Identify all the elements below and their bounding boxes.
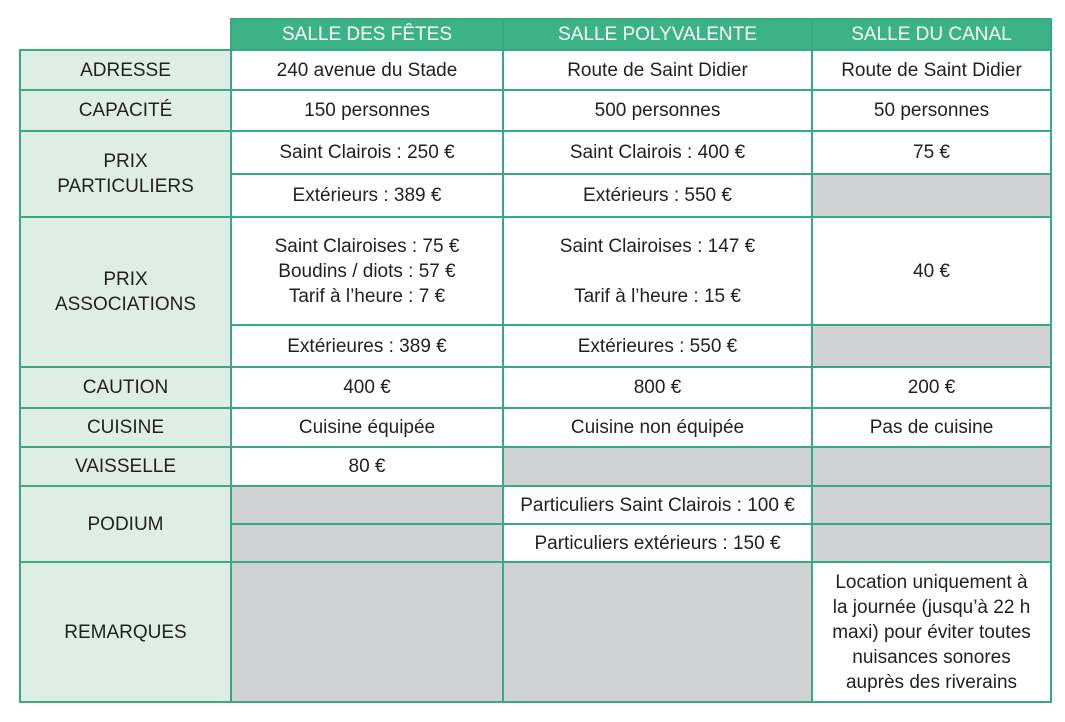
cell-cuisine-canal: Pas de cuisine	[812, 408, 1051, 447]
cell-prix-associations-polyvalente	[503, 217, 812, 325]
cell-remarques-canal	[812, 562, 1051, 702]
cell-adresse-polyvalente: Route de Saint Didier	[503, 50, 812, 90]
row-label-vaisselle: VAISSELLE	[20, 447, 231, 486]
cell-vaisselle-fetes: 80 €	[231, 447, 503, 486]
empty-cell	[231, 562, 503, 702]
price-line: Saint Clairoises : 75 €	[274, 235, 460, 257]
cell-caution-canal: 200 €	[812, 367, 1051, 408]
header-salle-du-canal: SALLE DU CANAL	[812, 19, 1051, 50]
cell-podium-polyvalente-2: Particuliers extérieurs : 150 €	[503, 524, 812, 562]
cell-prix-particuliers-fetes: Saint Clairois : 250 €	[231, 131, 503, 174]
row-label-prix-associations	[20, 217, 231, 367]
cell-caution-polyvalente: 800 €	[503, 367, 812, 408]
header-salle-des-fetes: SALLE DES FÊTES	[231, 19, 503, 50]
cell-prix-associations-canal: 40 €	[812, 217, 1051, 325]
label-line: PARTICULIERS	[57, 176, 194, 197]
row-capacite	[20, 90, 1051, 131]
empty-cell	[231, 524, 503, 562]
empty-cell	[503, 562, 812, 702]
price-line: Boudins / diots : 57 €	[278, 260, 456, 282]
header-row	[20, 19, 1051, 50]
cell-capacite-canal: 50 personnes	[812, 90, 1051, 131]
empty-cell	[812, 174, 1051, 217]
row-label-caution: CAUTION	[20, 367, 231, 408]
cell-prix-particuliers-ext-fetes: Extérieurs : 389 €	[231, 174, 503, 217]
empty-cell	[812, 325, 1051, 367]
rental-pricing-table	[19, 18, 1052, 703]
row-vaisselle	[20, 447, 1051, 486]
cell-prix-particuliers-canal: 75 €	[812, 131, 1051, 174]
empty-cell	[503, 447, 812, 486]
row-podium-1	[20, 486, 1051, 524]
cell-caution-fetes: 400 €	[231, 367, 503, 408]
row-label-capacite: CAPACITÉ	[20, 90, 231, 131]
empty-cell	[812, 447, 1051, 486]
cell-cuisine-polyvalente: Cuisine non équipée	[503, 408, 812, 447]
cell-prix-associations-ext-polyvalente: Extérieures : 550 €	[503, 325, 812, 367]
remark-line: auprès des riverains	[845, 671, 1018, 693]
label-line: PRIX	[103, 151, 148, 172]
cell-prix-particuliers-ext-polyvalente: Extérieurs : 550 €	[503, 174, 812, 217]
remark-line: Location uniquement à	[835, 571, 1028, 593]
label-line: PRIX	[103, 269, 148, 290]
remark-line: nuisances sonores	[852, 646, 1011, 668]
cell-capacite-polyvalente: 500 personnes	[503, 90, 812, 131]
row-remarques	[20, 562, 1051, 702]
cell-capacite-fetes: 150 personnes	[231, 90, 503, 131]
empty-cell	[231, 486, 503, 524]
label-line: ASSOCIATIONS	[54, 294, 197, 315]
header-salle-polyvalente: SALLE POLYVALENTE	[503, 19, 812, 50]
cell-adresse-fetes: 240 avenue du Stade	[231, 50, 503, 90]
row-prix-associations-1	[20, 217, 1051, 325]
cell-podium-polyvalente-1: Particuliers Saint Clairois : 100 €	[503, 486, 812, 524]
corner-cell	[20, 19, 231, 50]
row-label-adresse: ADRESSE	[20, 50, 231, 90]
price-line: Saint Clairoises : 147 €	[559, 235, 756, 257]
empty-cell	[812, 486, 1051, 524]
price-line: Tarif à l’heure : 15 €	[574, 285, 741, 307]
cell-prix-associations-ext-fetes: Extérieures : 389 €	[231, 325, 503, 367]
row-label-prix-particuliers	[20, 131, 231, 217]
spacer-line	[504, 259, 811, 284]
cell-prix-associations-fetes	[231, 217, 503, 325]
row-prix-particuliers-1	[20, 131, 1051, 174]
cell-cuisine-fetes: Cuisine équipée	[231, 408, 503, 447]
row-label-remarques: REMARQUES	[20, 562, 231, 702]
row-caution	[20, 367, 1051, 408]
row-cuisine	[20, 408, 1051, 447]
row-label-podium: PODIUM	[20, 486, 231, 562]
cell-adresse-canal: Route de Saint Didier	[812, 50, 1051, 90]
cell-prix-particuliers-polyvalente: Saint Clairois : 400 €	[503, 131, 812, 174]
row-label-cuisine: CUISINE	[20, 408, 231, 447]
remark-line: maxi) pour éviter toutes	[832, 621, 1031, 643]
price-line: Tarif à l’heure : 7 €	[288, 285, 446, 307]
empty-cell	[812, 524, 1051, 562]
remark-line: la journée (jusqu’à 22 h	[832, 596, 1031, 618]
row-adresse	[20, 50, 1051, 90]
